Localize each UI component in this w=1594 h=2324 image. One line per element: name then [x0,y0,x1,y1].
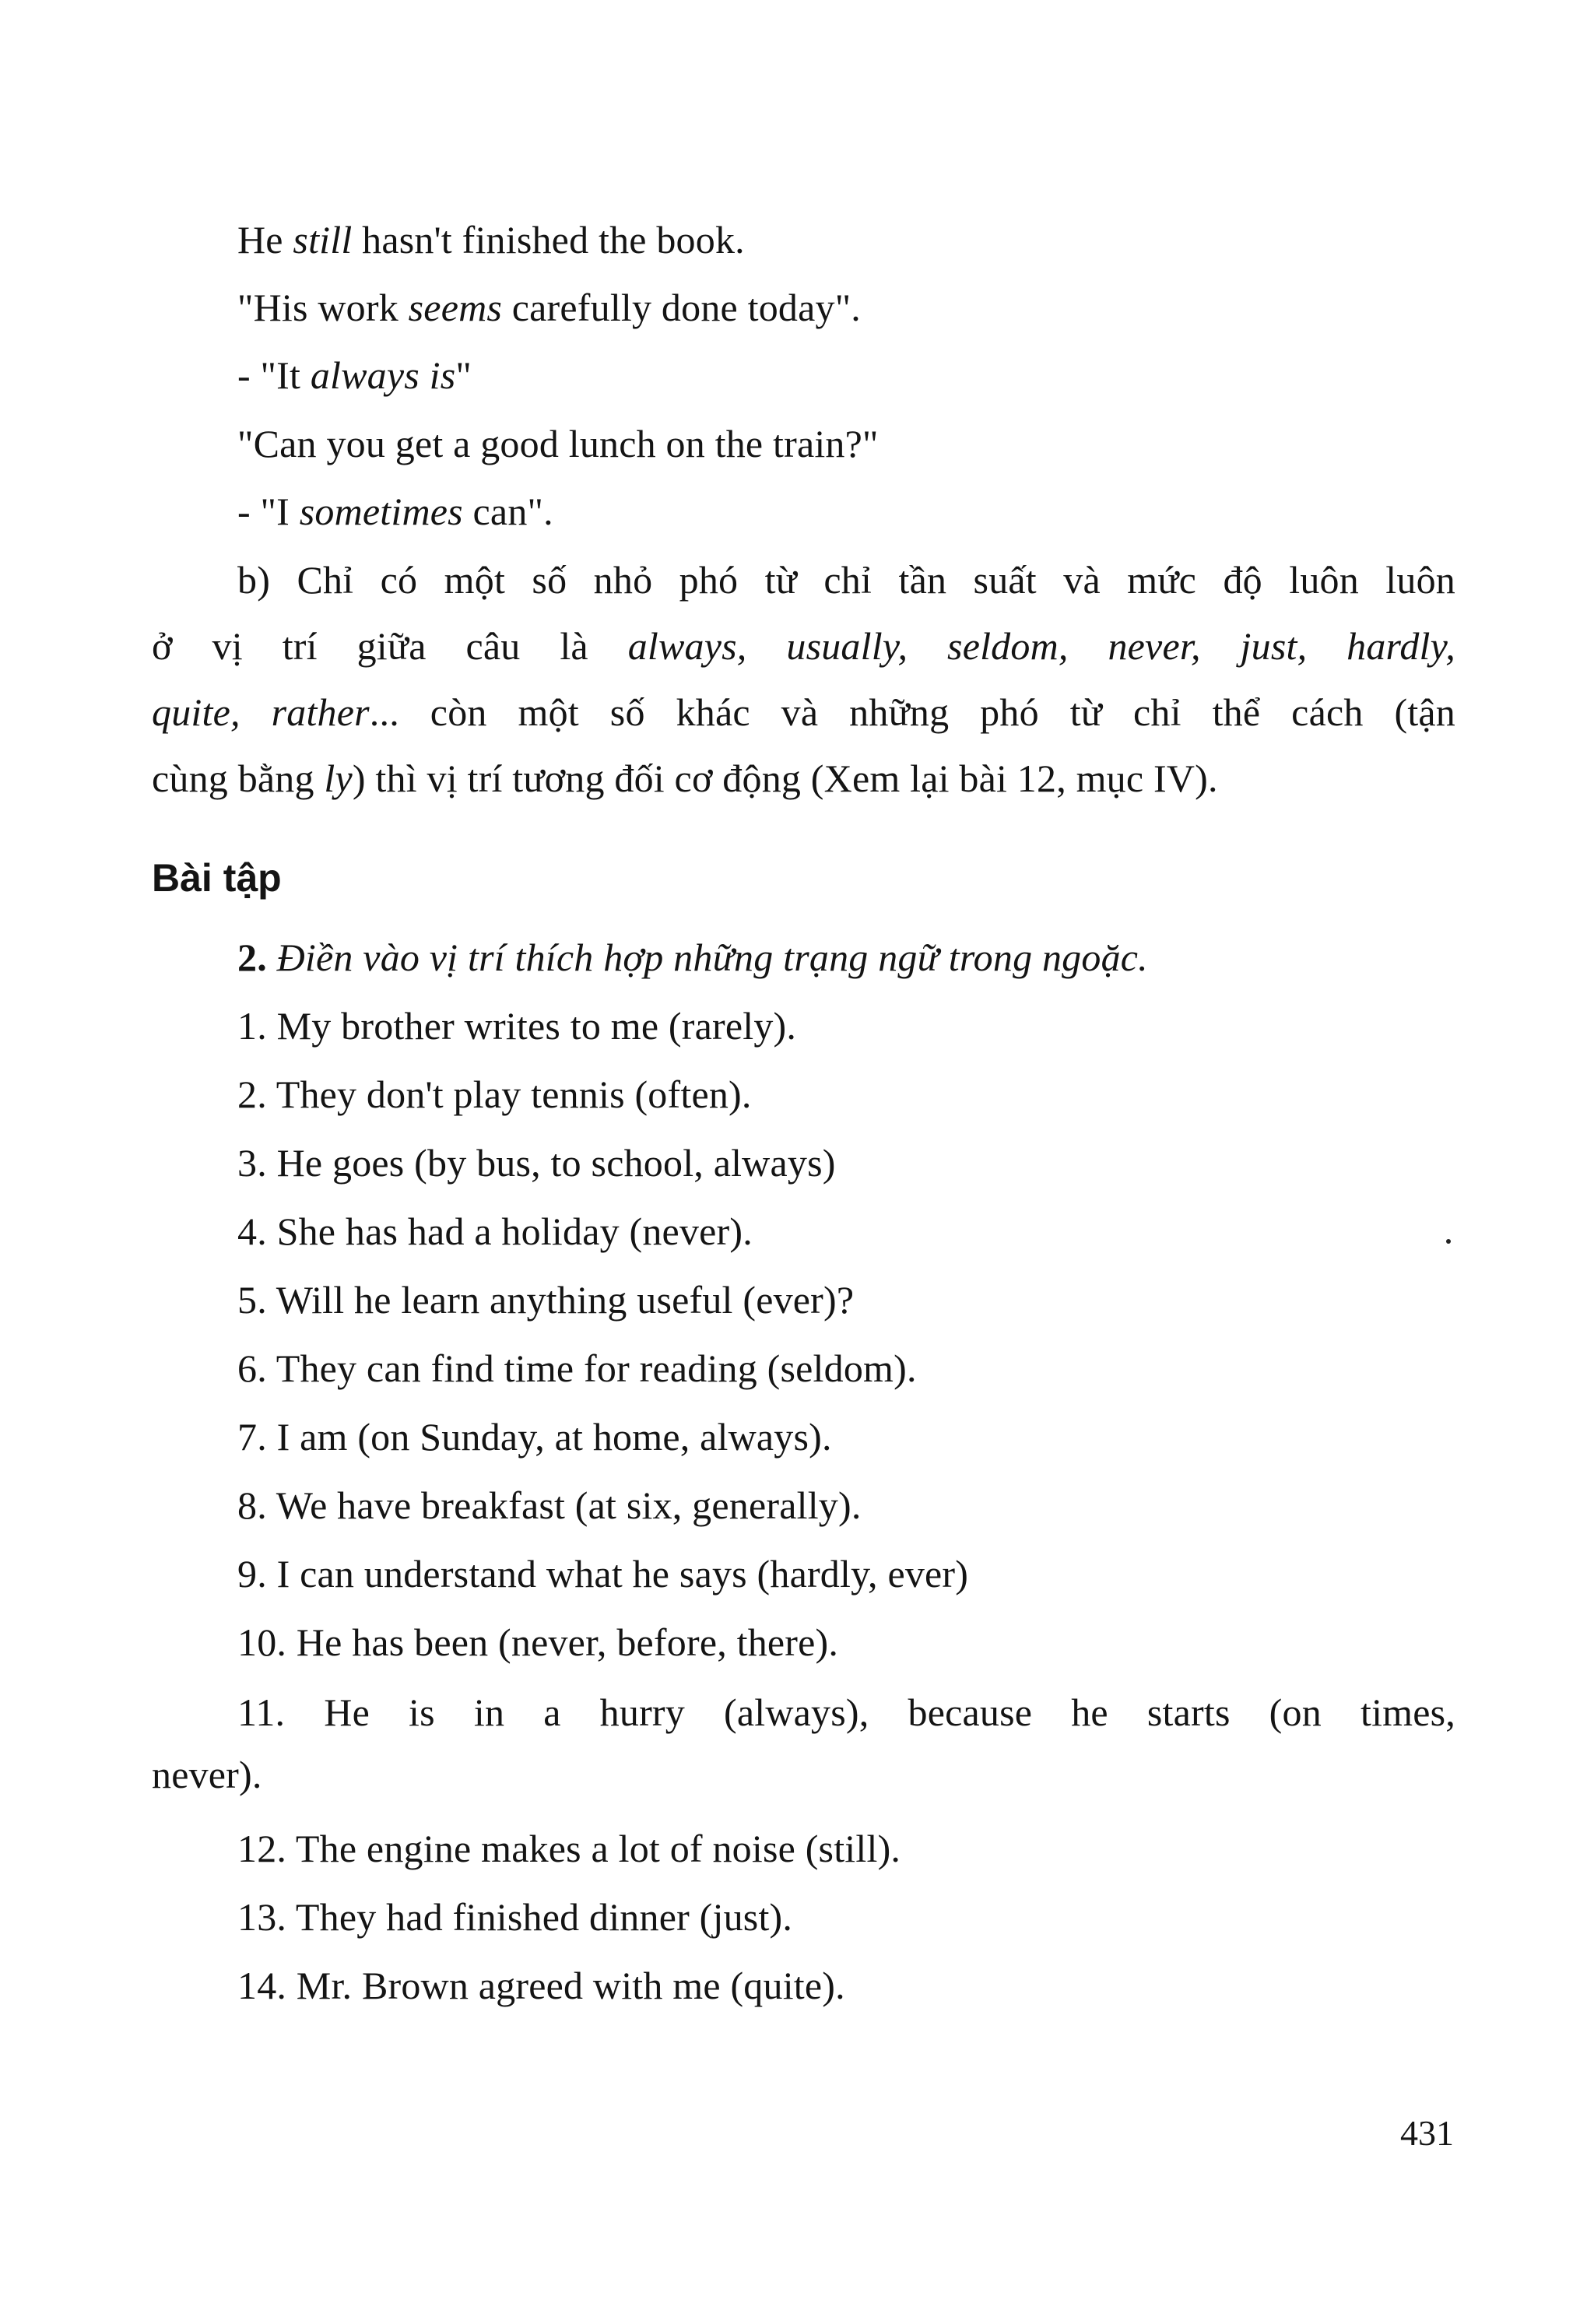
note-b-line-1: b) Chỉ có một số nhỏ phó từ chỉ tần suất và mức độ luôn luôn [237,558,1455,602]
note-b-line-3: quite, rather... còn một số khác và những phó từ chỉ thể cách (tận [152,690,1456,734]
page-number: 431 [1400,2113,1454,2153]
exercise-item: 1. My brother writes to me (rarely). [237,1004,797,1048]
note-b-line-2: ở vị trí giữa câu là always, usually, seldom, never, just, hardly, [152,624,1455,668]
example-line-5: - "I sometimes can". [237,490,553,533]
exercise-item: 10. He has been (never, before, there). [237,1620,839,1664]
exercise-item: 9. I can understand what he says (hardly, ever) [237,1552,969,1596]
exercise-item-11-line-2: never). [152,1753,262,1796]
print-speck [1446,1239,1451,1244]
section-heading: Bài tập [152,856,282,900]
exercise-item: 2. They don't play tennis (often). [237,1072,752,1116]
note-b-line-4: cùng bằng ly) thì vị trí tương đối cơ động (Xem lại bài 12, mục IV). [152,757,1218,800]
exercise-item: 4. She has had a holiday (never). [237,1209,753,1253]
exercise-item: 13. They had finished dinner (just). [237,1895,793,1939]
exercise-item: 12. The engine makes a lot of noise (still). [237,1827,901,1870]
exercise-item-11-line-1: 11. He is in a hurry (always), because he starts (on times, [237,1690,1455,1734]
exercise-item: 3. He goes (by bus, to school, always) [237,1141,836,1185]
exercise-item: 8. We have breakfast (at six, generally). [237,1483,862,1527]
example-line-2: "His work seems carefully done today". [237,286,862,329]
exercise-item: 14. Mr. Brown agreed with me (quite). [237,1964,845,2007]
exercise-item: 6. They can find time for reading (seldom). [237,1346,917,1390]
exercise-instruction: 2. Điền vào vị trí thích hợp những trạng ngữ trong ngoặc. [237,936,1148,979]
example-line-3: - "It always is" [237,353,472,397]
exercise-item: 7. I am (on Sunday, at home, always). [237,1415,832,1459]
example-line-1: He still hasn't finished the book. [237,218,745,262]
exercise-item: 5. Will he learn anything useful (ever)? [237,1278,855,1322]
example-line-4: "Can you get a good lunch on the train?" [237,422,879,465]
